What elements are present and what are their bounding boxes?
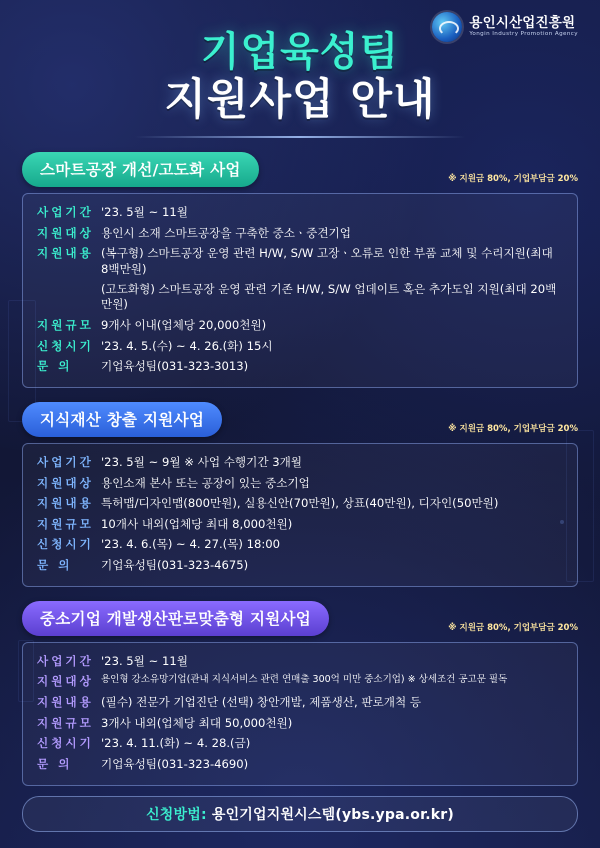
detail-value-sub: (고도화형) 스마트공장 운영 관련 기존 H/W, S/W 업데이트 혹은 추가도입 지원(최대 20백만원)	[101, 281, 557, 312]
detail-label: 지원내용	[37, 246, 94, 261]
detail-row	[37, 476, 563, 492]
detail-value: 기업육성팀(031-323-4675)	[101, 558, 249, 573]
section-title-badge: 중소기업 개발생산판로맞춤형 지원사업	[22, 601, 329, 636]
section-body	[22, 443, 578, 587]
detail-value: '23. 4. 5.(수) ~ 4. 26.(화) 15시	[101, 338, 273, 353]
detail-label: 사업기간	[37, 454, 94, 469]
detail-row	[37, 496, 563, 512]
agency-name-kr: 용인시산업진흥원	[469, 15, 576, 32]
detail-row	[37, 205, 563, 221]
section-sme-custom	[22, 601, 578, 786]
agency-name-en: Yongin Industry Promotion Agency	[469, 31, 578, 38]
detail-value: '23. 5월 ~ 9월 ※ 사업 수행기간 3개월	[101, 454, 302, 469]
section-smart-factory	[22, 152, 578, 388]
detail-value: '23. 5월 ~ 11월	[101, 653, 188, 668]
detail-label: 지원대상	[37, 475, 94, 490]
detail-label: 문 의	[37, 359, 73, 374]
apply-method-label: 신청방법:	[146, 807, 212, 823]
section-note: ※ 지원금 80%, 기업부담금 20%	[448, 622, 578, 633]
detail-value: '23. 5월 ~ 11월	[101, 205, 188, 220]
section-body	[22, 193, 578, 388]
detail-value: 용인형 강소유망기업(관내 지식서비스 관련 연매출 300억 미만 중소기업) ※ 상세조건 공고문 필독	[101, 674, 508, 686]
detail-value: '23. 4. 6.(목) ~ 4. 27.(목) 18:00	[101, 537, 280, 552]
section-body	[22, 642, 578, 786]
agency-logo	[432, 12, 578, 42]
section-note: ※ 지원금 80%, 기업부담금 20%	[448, 423, 578, 434]
detail-row	[37, 736, 563, 752]
detail-label: 사업기간	[37, 205, 94, 220]
detail-label: 문 의	[37, 756, 73, 771]
detail-value: '23. 4. 11.(화) ~ 4. 28.(금)	[101, 736, 251, 751]
detail-row	[37, 359, 563, 375]
agency-logo-text	[469, 16, 578, 37]
apply-method-banner	[22, 796, 578, 832]
detail-label: 신청시기	[37, 338, 94, 353]
detail-label: 신청시기	[37, 736, 94, 751]
detail-value: 특허맵/디자인맵(800만원), 실용신안(70만원), 상표(40만원), 디자인(50만원)	[101, 496, 499, 511]
section-header	[22, 402, 578, 437]
detail-row	[37, 226, 563, 242]
detail-row	[37, 339, 563, 355]
detail-label: 지원대상	[37, 225, 94, 240]
agency-logo-icon	[432, 12, 462, 42]
detail-label: 지원규모	[37, 715, 94, 730]
section-header	[22, 601, 578, 636]
detail-row	[37, 537, 563, 553]
section-ip-creation	[22, 402, 578, 587]
title-line-2: 지원사업 안내	[164, 75, 436, 125]
detail-label: 지원규모	[37, 516, 94, 531]
detail-label: 사업기간	[37, 653, 94, 668]
section-header	[22, 152, 578, 187]
detail-row	[37, 674, 563, 690]
detail-row	[37, 246, 563, 313]
detail-label: 지원규모	[37, 318, 94, 332]
detail-label: 신청시기	[37, 537, 94, 552]
detail-row	[37, 654, 563, 670]
apply-method-value: 용인기업지원시스템(ybs.ypa.or.kr)	[211, 807, 454, 823]
apply-method-text	[146, 804, 454, 824]
detail-row	[37, 695, 563, 711]
detail-row	[37, 517, 563, 533]
detail-value: 용인시 소재 스마트공장을 구축한 중소ㆍ중견기업	[101, 225, 351, 240]
section-title-badge: 지식재산 창출 지원사업	[22, 402, 222, 437]
detail-value	[101, 246, 563, 313]
detail-row	[37, 558, 563, 574]
title-line-1: 기업육성팀	[200, 29, 400, 75]
detail-value: 3개사 내외(업체당 최대 50,000천원)	[101, 715, 293, 730]
detail-value: 기업육성팀(031-323-3013)	[101, 359, 249, 374]
title-divider	[135, 136, 465, 138]
detail-value: 9개사 이내(업체당 20,000천원)	[101, 318, 267, 332]
detail-row	[37, 455, 563, 471]
detail-value: (필수) 전문가 기업진단 (선택) 창안개발, 제품생산, 판로개척 등	[101, 695, 422, 710]
section-title-badge: 스마트공장 개선/고도화 사업	[22, 152, 259, 187]
detail-value: 기업육성팀(031-323-4690)	[101, 756, 249, 771]
detail-row	[37, 318, 563, 334]
detail-value: 10개사 내외(업체당 최대 8,000천원)	[101, 516, 293, 531]
section-note: ※ 지원금 80%, 기업부담금 20%	[448, 174, 578, 185]
detail-value: 용인소재 본사 또는 공장이 있는 중소기업	[101, 475, 310, 490]
detail-label: 지원대상	[37, 674, 94, 689]
detail-value-main: (복구형) 스마트공장 운영 관련 H/W, S/W 고장ㆍ오류로 인한 부품 교체 및 수리지원(최대 8백만원)	[101, 246, 553, 277]
detail-row	[37, 716, 563, 732]
detail-row	[37, 757, 563, 773]
detail-label: 지원내용	[37, 496, 94, 511]
detail-label: 문 의	[37, 558, 73, 573]
detail-label: 지원내용	[37, 695, 94, 710]
